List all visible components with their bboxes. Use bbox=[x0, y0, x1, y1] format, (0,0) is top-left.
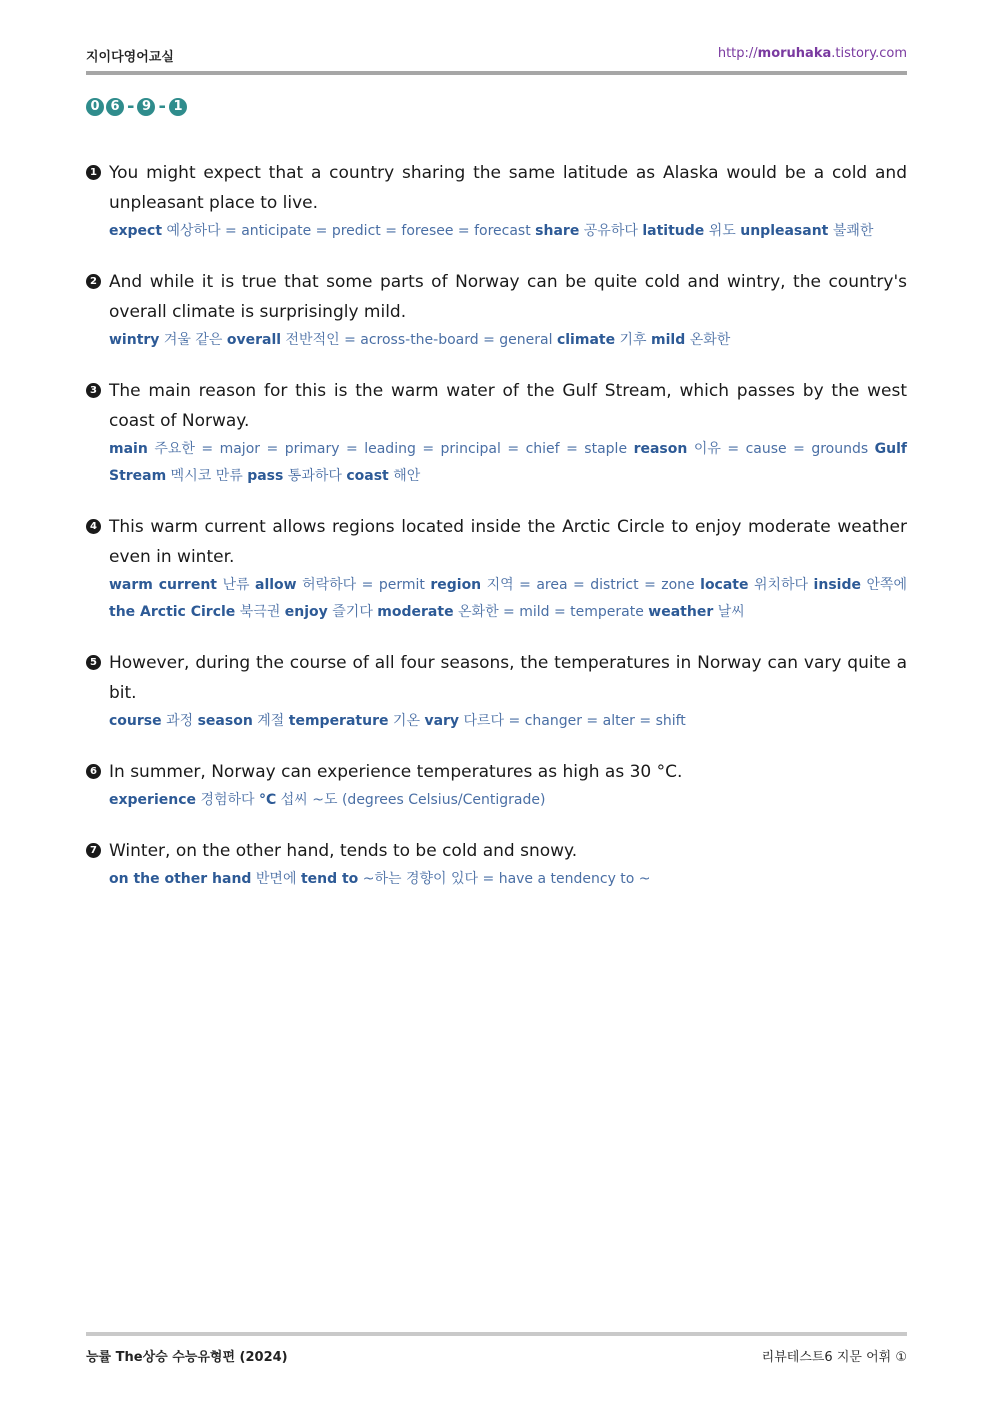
vocab-term: warm current bbox=[109, 577, 217, 593]
code-digit: 1 bbox=[169, 98, 187, 116]
vocab-meaning: 섭씨 ~도 (degrees Celsius/Centigrade) bbox=[280, 792, 546, 808]
vocab-line bbox=[109, 866, 907, 893]
vocab-meaning: 해안 bbox=[393, 468, 421, 484]
vocab-line bbox=[109, 218, 907, 245]
sentence-number-badge: 6 bbox=[86, 764, 101, 779]
vocab-meaning: 겨울 같은 bbox=[163, 332, 223, 348]
vocab-line bbox=[109, 708, 907, 735]
sentence-number-badge: 1 bbox=[86, 165, 101, 180]
vocab-term: climate bbox=[556, 332, 616, 348]
code-digit: 6 bbox=[106, 98, 124, 116]
vocab-meaning: 온화한 bbox=[689, 332, 731, 348]
sentence-number-badge: 4 bbox=[86, 519, 101, 534]
vocab-line bbox=[109, 436, 907, 490]
vocab-meaning: 위도 bbox=[708, 223, 736, 239]
vocab-term: inside bbox=[813, 577, 861, 593]
vocab-term: °C bbox=[259, 792, 277, 808]
vocab-term: region bbox=[430, 577, 482, 593]
vocab-meaning: 위치하다 bbox=[753, 577, 809, 593]
sentence-item bbox=[86, 267, 907, 354]
vocab-term: course bbox=[109, 713, 162, 729]
sentence-text: And while it is true that some parts of Norway can be quite cold and wintry, the country's overall climate is surprisingly mild. bbox=[109, 272, 907, 322]
sentence-text: However, during the course of all four seasons, the temperatures in Norway can vary quite a bit. bbox=[109, 653, 907, 703]
sentence-item bbox=[86, 648, 907, 735]
vocab-meaning: 난류 bbox=[222, 577, 250, 593]
footer-rule bbox=[86, 1332, 907, 1336]
sentence-item bbox=[86, 757, 907, 814]
vocab-term: weather bbox=[648, 604, 714, 620]
vocab-term: enjoy bbox=[284, 604, 328, 620]
vocab-meaning: 전반적인 = across-the-board = general bbox=[285, 332, 553, 348]
vocab-term: share bbox=[535, 223, 580, 239]
footer-book-title: 능률 The상승 수능유형편 (2024) bbox=[86, 1350, 288, 1365]
code-dash: - bbox=[127, 96, 135, 117]
sentence-number-badge: 2 bbox=[86, 274, 101, 289]
vocab-meaning: 기후 bbox=[619, 332, 647, 348]
vocab-term: unpleasant bbox=[740, 223, 829, 239]
sentence-text: Winter, on the other hand, tends to be cold and snowy. bbox=[109, 841, 578, 861]
vocab-meaning: 다르다 = changer = alter = shift bbox=[463, 713, 686, 729]
sentence-text: In summer, Norway can experience temperatures as high as 30 °C. bbox=[109, 762, 683, 782]
vocab-meaning: 불쾌한 bbox=[832, 223, 874, 239]
vocab-term: expect bbox=[109, 223, 163, 239]
vocab-term: allow bbox=[255, 577, 297, 593]
vocab-meaning: 안쪽에 bbox=[866, 577, 908, 593]
lesson-code bbox=[86, 96, 187, 117]
sentence-number-badge: 5 bbox=[86, 655, 101, 670]
vocab-term: overall bbox=[226, 332, 282, 348]
vocab-meaning: 북극권 bbox=[239, 604, 281, 620]
vocab-term: coast bbox=[346, 468, 389, 484]
header-title: 지이다영어교실 bbox=[86, 50, 174, 65]
sentence-text: This warm current allows regions located inside the Arctic Circle to enjoy moderate weather even in winter. bbox=[109, 517, 907, 567]
vocab-term: the Arctic Circle bbox=[109, 604, 236, 620]
vocab-meaning: 기온 bbox=[392, 713, 420, 729]
vocab-line bbox=[109, 572, 907, 626]
vocab-line bbox=[109, 327, 907, 354]
vocab-meaning: 온화한 = mild = temperate bbox=[458, 604, 644, 620]
vocab-meaning: 허락하다 = permit bbox=[302, 577, 425, 593]
code-dash: - bbox=[158, 96, 166, 117]
page-header bbox=[86, 44, 907, 68]
vocab-term: on the other hand bbox=[109, 871, 252, 887]
code-digit: 0 bbox=[86, 98, 104, 116]
vocab-term: moderate bbox=[377, 604, 454, 620]
sentence-text: The main reason for this is the warm water of the Gulf Stream, which passes by the west coast of Norway. bbox=[109, 381, 907, 431]
vocab-meaning: 공유하다 bbox=[583, 223, 638, 239]
vocab-meaning: 반면에 bbox=[255, 871, 297, 887]
vocab-meaning: ~하는 경향이 있다 = have a tendency to ~ bbox=[362, 871, 651, 887]
vocab-term: season bbox=[197, 713, 253, 729]
vocab-term: tend to bbox=[300, 871, 359, 887]
sentence-item bbox=[86, 158, 907, 245]
vocab-meaning: 주요한 = major = primary = leading = principal = chief = staple bbox=[154, 441, 628, 457]
vocab-meaning: 계절 bbox=[257, 713, 285, 729]
sentence-item bbox=[86, 836, 907, 893]
sentence-number-badge: 3 bbox=[86, 383, 101, 398]
vocab-meaning: 날씨 bbox=[717, 604, 745, 620]
vocab-term: temperature bbox=[288, 713, 389, 729]
url-bold: moruhaka bbox=[757, 46, 832, 61]
vocab-meaning: 통과하다 bbox=[287, 468, 342, 484]
header-url[interactable] bbox=[718, 46, 907, 61]
sentence-item bbox=[86, 512, 907, 626]
sentence-list bbox=[86, 158, 907, 915]
vocab-meaning: 지역 = area = district = zone bbox=[486, 577, 695, 593]
vocab-meaning: 경험하다 bbox=[200, 792, 255, 808]
url-suffix: .tistory.com bbox=[831, 46, 907, 61]
vocab-term: experience bbox=[109, 792, 197, 808]
url-prefix: http:// bbox=[717, 46, 758, 61]
vocab-meaning: 즐기다 bbox=[332, 604, 373, 620]
sentence-number-badge: 7 bbox=[86, 843, 101, 858]
header-rule bbox=[86, 71, 907, 75]
vocab-term: latitude bbox=[642, 223, 705, 239]
code-digit: 9 bbox=[137, 98, 155, 116]
page-footer bbox=[86, 1346, 907, 1366]
vocab-term: reason bbox=[633, 441, 688, 457]
vocab-meaning: 멕시코 만류 bbox=[170, 468, 243, 484]
sentence-item bbox=[86, 376, 907, 490]
vocab-term: pass bbox=[247, 468, 284, 484]
vocab-line bbox=[109, 787, 907, 814]
vocab-meaning: 이유 = cause = grounds bbox=[693, 441, 869, 457]
vocab-term: vary bbox=[424, 713, 460, 729]
vocab-term: locate bbox=[700, 577, 749, 593]
vocab-meaning: 과정 bbox=[166, 713, 194, 729]
vocab-meaning: 예상하다 = anticipate = predict = foresee = forecast bbox=[166, 223, 531, 239]
sentence-text: You might expect that a country sharing the same latitude as Alaska would be a cold and unpleasant place to live. bbox=[109, 163, 907, 213]
vocab-term: main bbox=[109, 441, 148, 457]
vocab-term: wintry bbox=[109, 332, 160, 348]
vocab-term: Gulf Stream bbox=[109, 441, 908, 484]
footer-section-title: 리뷰테스트6 지문 어휘 ① bbox=[761, 1350, 907, 1365]
vocab-term: mild bbox=[651, 332, 686, 348]
